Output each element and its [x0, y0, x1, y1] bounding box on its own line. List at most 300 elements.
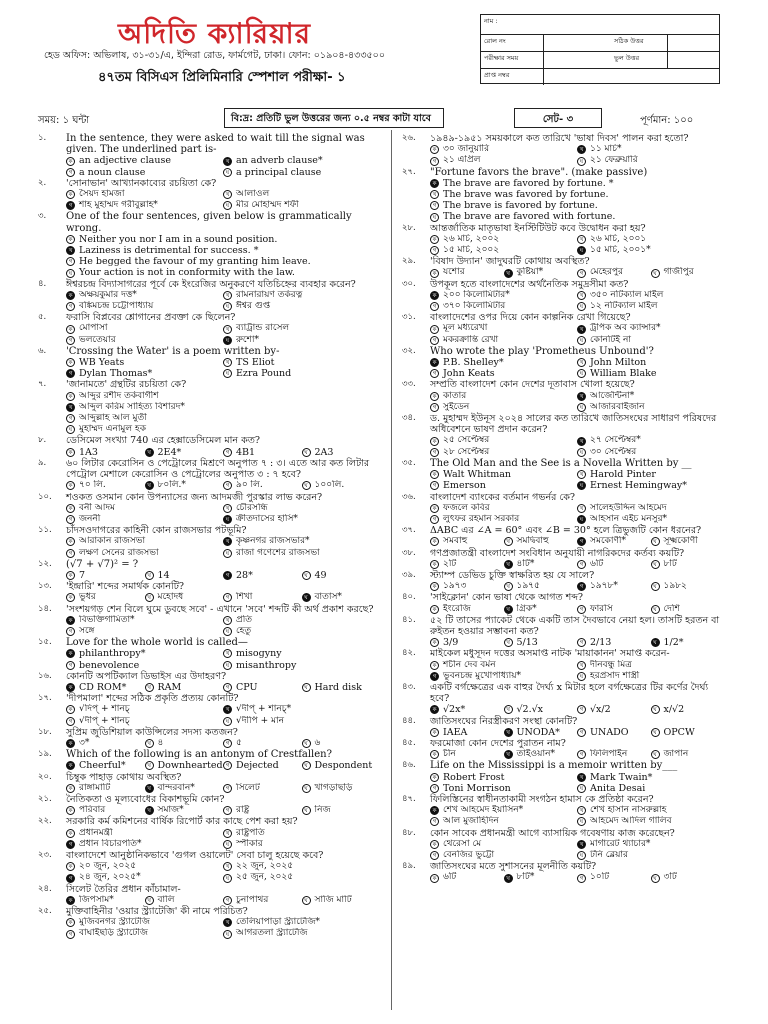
answer-option[interactable]: [66, 413, 380, 424]
answer-option[interactable]: [577, 660, 724, 671]
option-bubble-icon[interactable]: ঘ: [302, 896, 311, 905]
answer-option[interactable]: [651, 872, 725, 883]
answer-option[interactable]: [430, 503, 577, 514]
option-bubble-icon[interactable]: ক: [430, 582, 439, 591]
option-bubble-icon[interactable]: ঘ: [577, 302, 586, 311]
answer-option[interactable]: [66, 704, 223, 715]
filled-bubble-icon[interactable]: খ: [504, 269, 513, 278]
filled-bubble-icon[interactable]: খ: [223, 918, 232, 927]
option-bubble-icon[interactable]: গ: [577, 728, 586, 737]
option-bubble-icon[interactable]: খ: [577, 235, 586, 244]
answer-option[interactable]: [651, 536, 725, 547]
option-bubble-icon[interactable]: ঘ: [651, 705, 660, 714]
filled-bubble-icon[interactable]: খ: [223, 157, 232, 166]
option-bubble-icon[interactable]: ক: [430, 470, 439, 479]
answer-option[interactable]: [145, 570, 224, 581]
option-bubble-icon[interactable]: খ: [223, 616, 232, 625]
option-bubble-icon[interactable]: গ: [430, 515, 439, 524]
filled-bubble-icon[interactable]: খ: [504, 874, 513, 883]
option-bubble-icon[interactable]: ঘ: [577, 369, 586, 378]
answer-option[interactable]: [223, 189, 380, 200]
answer-option[interactable]: [66, 155, 223, 166]
answer-option[interactable]: [302, 805, 381, 816]
option-bubble-icon[interactable]: ক: [430, 235, 439, 244]
answer-option[interactable]: [577, 480, 724, 491]
option-bubble-icon[interactable]: ঘ: [577, 672, 586, 681]
option-bubble-icon[interactable]: খ: [223, 325, 232, 334]
answer-option[interactable]: [223, 895, 302, 906]
answer-option[interactable]: [66, 783, 145, 794]
option-bubble-icon[interactable]: ক: [66, 829, 75, 838]
option-bubble-icon[interactable]: খ: [577, 661, 586, 670]
option-bubble-icon[interactable]: ক: [430, 437, 439, 446]
answer-option[interactable]: [223, 828, 380, 839]
answer-option[interactable]: [577, 850, 724, 861]
filled-bubble-icon[interactable]: ক: [430, 291, 439, 300]
option-bubble-icon[interactable]: ক: [66, 358, 75, 367]
answer-option[interactable]: [577, 671, 724, 682]
answer-option[interactable]: [223, 760, 302, 771]
option-bubble-icon[interactable]: গ: [223, 806, 232, 815]
answer-option[interactable]: [430, 816, 577, 827]
answer-option[interactable]: [577, 469, 724, 480]
answer-option[interactable]: [577, 435, 724, 446]
answer-option[interactable]: [577, 772, 724, 783]
option-bubble-icon[interactable]: গ: [577, 605, 586, 614]
filled-bubble-icon[interactable]: গ: [66, 369, 75, 378]
answer-option[interactable]: [145, 895, 224, 906]
answer-option[interactable]: [145, 760, 224, 771]
answer-option[interactable]: [66, 839, 223, 850]
option-bubble-icon[interactable]: খ: [145, 896, 154, 905]
answer-option[interactable]: [577, 447, 724, 458]
answer-option[interactable]: [577, 301, 724, 312]
answer-option[interactable]: [577, 536, 651, 547]
answer-option[interactable]: [145, 738, 224, 749]
filled-bubble-icon[interactable]: ক: [66, 616, 75, 625]
filled-bubble-icon[interactable]: খ: [504, 750, 513, 759]
option-bubble-icon[interactable]: গ: [577, 705, 586, 714]
answer-option[interactable]: [223, 548, 380, 559]
answer-option[interactable]: [66, 872, 223, 883]
answer-option[interactable]: [577, 872, 651, 883]
option-bubble-icon[interactable]: ক: [66, 918, 75, 927]
filled-bubble-icon[interactable]: ক: [430, 179, 439, 188]
answer-option[interactable]: [651, 559, 725, 570]
answer-option[interactable]: [223, 805, 302, 816]
option-bubble-icon[interactable]: ঘ: [302, 448, 311, 457]
option-bubble-icon[interactable]: গ: [430, 817, 439, 826]
answer-option[interactable]: [577, 805, 724, 816]
filled-bubble-icon[interactable]: ঘ: [577, 246, 586, 255]
answer-option[interactable]: [223, 570, 302, 581]
answer-option[interactable]: [577, 234, 724, 245]
filled-bubble-icon[interactable]: খ: [577, 325, 586, 334]
option-bubble-icon[interactable]: গ: [66, 549, 75, 558]
option-bubble-icon[interactable]: ক: [430, 560, 439, 569]
option-bubble-icon[interactable]: ঘ: [223, 369, 232, 378]
filled-bubble-icon[interactable]: ক: [430, 705, 439, 714]
answer-option[interactable]: [223, 447, 302, 458]
answer-option[interactable]: [66, 548, 223, 559]
answer-option[interactable]: [66, 716, 223, 727]
answer-option[interactable]: [66, 592, 145, 603]
answer-option[interactable]: [577, 144, 724, 155]
answer-option[interactable]: [223, 536, 380, 547]
filled-bubble-icon[interactable]: ক: [430, 358, 439, 367]
answer-option[interactable]: [302, 783, 381, 794]
answer-option[interactable]: [223, 290, 380, 301]
answer-option[interactable]: [577, 290, 724, 301]
answer-option[interactable]: [66, 480, 145, 491]
option-bubble-icon[interactable]: ঘ: [223, 201, 232, 210]
answer-option[interactable]: [66, 626, 223, 637]
option-bubble-icon[interactable]: গ: [430, 302, 439, 311]
filled-bubble-icon[interactable]: খ: [145, 481, 154, 490]
option-bubble-icon[interactable]: ঘ: [651, 537, 660, 546]
answer-option[interactable]: [577, 581, 651, 592]
answer-option[interactable]: [577, 749, 651, 760]
option-bubble-icon[interactable]: ঘ: [302, 683, 311, 692]
option-bubble-icon[interactable]: খ: [577, 291, 586, 300]
filled-bubble-icon[interactable]: ঘ: [302, 593, 311, 602]
answer-option[interactable]: [66, 536, 223, 547]
filled-bubble-icon[interactable]: খ: [223, 537, 232, 546]
option-bubble-icon[interactable]: গ: [66, 336, 75, 345]
answer-option[interactable]: [145, 783, 224, 794]
answer-option[interactable]: [66, 256, 380, 267]
answer-option[interactable]: [223, 503, 380, 514]
answer-option[interactable]: [651, 727, 725, 738]
option-bubble-icon[interactable]: ঘ: [223, 549, 232, 558]
option-bubble-icon[interactable]: খ: [504, 638, 513, 647]
answer-option[interactable]: [430, 872, 504, 883]
answer-option[interactable]: [223, 335, 380, 346]
answer-option[interactable]: [66, 167, 223, 178]
option-bubble-icon[interactable]: গ: [577, 269, 586, 278]
option-bubble-icon[interactable]: ক: [66, 504, 75, 513]
answer-option[interactable]: [66, 917, 223, 928]
answer-option[interactable]: [66, 828, 223, 839]
option-bubble-icon[interactable]: ঘ: [302, 481, 311, 490]
answer-option[interactable]: [430, 704, 504, 715]
filled-bubble-icon[interactable]: খ: [145, 784, 154, 793]
answer-option[interactable]: [577, 155, 724, 166]
option-bubble-icon[interactable]: খ: [223, 291, 232, 300]
filled-bubble-icon[interactable]: গ: [223, 571, 232, 580]
option-bubble-icon[interactable]: গ: [430, 851, 439, 860]
answer-option[interactable]: [223, 738, 302, 749]
answer-option[interactable]: [66, 648, 223, 659]
option-bubble-icon[interactable]: গ: [66, 414, 75, 423]
option-bubble-icon[interactable]: ঘ: [651, 728, 660, 737]
option-bubble-icon[interactable]: ক: [430, 773, 439, 782]
filled-bubble-icon[interactable]: খ: [504, 560, 513, 569]
option-bubble-icon[interactable]: গ: [223, 896, 232, 905]
filled-bubble-icon[interactable]: খ: [145, 806, 154, 815]
option-bubble-icon[interactable]: ঘ: [651, 560, 660, 569]
answer-option[interactable]: [223, 480, 302, 491]
filled-bubble-icon[interactable]: খ: [145, 448, 154, 457]
answer-option[interactable]: [302, 895, 381, 906]
option-bubble-icon[interactable]: গ: [66, 257, 75, 266]
answer-option[interactable]: [66, 660, 223, 671]
filled-bubble-icon[interactable]: ক: [66, 649, 75, 658]
option-bubble-icon[interactable]: ক: [430, 661, 439, 670]
option-bubble-icon[interactable]: ঘ: [302, 571, 311, 580]
option-bubble-icon[interactable]: খ: [223, 504, 232, 513]
answer-option[interactable]: [430, 323, 577, 334]
option-bubble-icon[interactable]: খ: [145, 761, 154, 770]
answer-option[interactable]: [66, 301, 223, 312]
option-bubble-icon[interactable]: ক: [66, 862, 75, 871]
answer-option[interactable]: [430, 749, 504, 760]
filled-bubble-icon[interactable]: খ: [577, 773, 586, 782]
option-bubble-icon[interactable]: গ: [223, 683, 232, 692]
option-bubble-icon[interactable]: খ: [145, 683, 154, 692]
answer-option[interactable]: [223, 357, 380, 368]
answer-option[interactable]: [66, 682, 145, 693]
answer-option[interactable]: [66, 368, 223, 379]
option-bubble-icon[interactable]: গ: [66, 168, 75, 177]
option-bubble-icon[interactable]: গ: [66, 302, 75, 311]
answer-option[interactable]: [430, 536, 504, 547]
answer-option[interactable]: [430, 402, 577, 413]
option-bubble-icon[interactable]: খ: [577, 470, 586, 479]
answer-option[interactable]: [66, 200, 223, 211]
option-bubble-icon[interactable]: গ: [430, 336, 439, 345]
option-bubble-icon[interactable]: ক: [66, 784, 75, 793]
answer-option[interactable]: [223, 783, 302, 794]
option-bubble-icon[interactable]: ঘ: [223, 302, 232, 311]
answer-option[interactable]: [651, 704, 725, 715]
option-bubble-icon[interactable]: গ: [577, 638, 586, 647]
answer-option[interactable]: [145, 592, 224, 603]
answer-option[interactable]: [577, 559, 651, 570]
answer-option[interactable]: [66, 357, 223, 368]
option-bubble-icon[interactable]: ক: [66, 190, 75, 199]
filled-bubble-icon[interactable]: ক: [66, 291, 75, 300]
answer-option[interactable]: [430, 581, 504, 592]
answer-option[interactable]: [430, 178, 724, 189]
option-bubble-icon[interactable]: ঘ: [223, 930, 232, 939]
answer-option[interactable]: [651, 749, 725, 760]
answer-option[interactable]: [223, 648, 380, 659]
answer-option[interactable]: [145, 447, 224, 458]
filled-bubble-icon[interactable]: ঘ: [577, 481, 586, 490]
option-bubble-icon[interactable]: গ: [430, 481, 439, 490]
answer-option[interactable]: [223, 928, 380, 939]
answer-option[interactable]: [430, 514, 577, 525]
option-bubble-icon[interactable]: খ: [577, 358, 586, 367]
option-bubble-icon[interactable]: গ: [66, 930, 75, 939]
option-bubble-icon[interactable]: ক: [430, 325, 439, 334]
option-bubble-icon[interactable]: ক: [430, 504, 439, 513]
option-bubble-icon[interactable]: ঘ: [223, 717, 232, 726]
option-bubble-icon[interactable]: খ: [223, 829, 232, 838]
answer-option[interactable]: [223, 592, 302, 603]
answer-option[interactable]: [504, 704, 578, 715]
answer-option[interactable]: [223, 200, 380, 211]
option-bubble-icon[interactable]: খ: [223, 649, 232, 658]
option-bubble-icon[interactable]: ঘ: [223, 168, 232, 177]
answer-option[interactable]: [430, 245, 577, 256]
option-bubble-icon[interactable]: ঘ: [651, 605, 660, 614]
option-bubble-icon[interactable]: ক: [430, 840, 439, 849]
filled-bubble-icon[interactable]: গ: [66, 201, 75, 210]
answer-option[interactable]: [430, 290, 577, 301]
answer-option[interactable]: [430, 234, 577, 245]
option-bubble-icon[interactable]: খ: [504, 582, 513, 591]
filled-bubble-icon[interactable]: গ: [430, 672, 439, 681]
option-bubble-icon[interactable]: ঘ: [66, 269, 75, 278]
filled-bubble-icon[interactable]: ক: [66, 683, 75, 692]
option-bubble-icon[interactable]: ক: [66, 806, 75, 815]
answer-option[interactable]: [430, 368, 577, 379]
answer-option[interactable]: [577, 637, 651, 648]
answer-option[interactable]: [66, 323, 223, 334]
option-bubble-icon[interactable]: গ: [577, 750, 586, 759]
option-bubble-icon[interactable]: গ: [430, 157, 439, 166]
answer-option[interactable]: [430, 480, 577, 491]
answer-option[interactable]: [577, 704, 651, 715]
option-bubble-icon[interactable]: ঘ: [577, 403, 586, 412]
answer-option[interactable]: [504, 749, 578, 760]
answer-option[interactable]: [504, 267, 578, 278]
option-bubble-icon[interactable]: ক: [66, 448, 75, 457]
answer-option[interactable]: [577, 839, 724, 850]
answer-option[interactable]: [66, 928, 223, 939]
option-bubble-icon[interactable]: ক: [66, 593, 75, 602]
answer-option[interactable]: [223, 682, 302, 693]
answer-option[interactable]: [223, 861, 380, 872]
option-bubble-icon[interactable]: গ: [66, 661, 75, 670]
answer-option[interactable]: [66, 503, 223, 514]
answer-option[interactable]: [66, 335, 223, 346]
filled-bubble-icon[interactable]: ঘ: [577, 515, 586, 524]
filled-bubble-icon[interactable]: খ: [223, 705, 232, 714]
answer-option[interactable]: [145, 682, 224, 693]
answer-option[interactable]: [430, 357, 577, 368]
option-bubble-icon[interactable]: ঘ: [302, 761, 311, 770]
answer-option[interactable]: [430, 155, 577, 166]
answer-option[interactable]: [577, 402, 724, 413]
answer-option[interactable]: [430, 435, 577, 446]
option-bubble-icon[interactable]: ক: [430, 728, 439, 737]
option-bubble-icon[interactable]: ক: [430, 269, 439, 278]
answer-option[interactable]: [651, 604, 725, 615]
filled-bubble-icon[interactable]: ক: [66, 739, 75, 748]
option-bubble-icon[interactable]: ক: [66, 235, 75, 244]
answer-option[interactable]: [430, 144, 577, 155]
option-bubble-icon[interactable]: গ: [66, 717, 75, 726]
option-bubble-icon[interactable]: ঘ: [430, 213, 439, 222]
option-bubble-icon[interactable]: ঘ: [577, 817, 586, 826]
answer-option[interactable]: [430, 211, 724, 222]
answer-option[interactable]: [430, 301, 577, 312]
option-bubble-icon[interactable]: ক: [66, 481, 75, 490]
answer-option[interactable]: [430, 671, 577, 682]
answer-option[interactable]: [145, 805, 224, 816]
answer-option[interactable]: [504, 637, 578, 648]
filled-bubble-icon[interactable]: ঘ: [223, 336, 232, 345]
option-bubble-icon[interactable]: ঘ: [223, 661, 232, 670]
option-bubble-icon[interactable]: গ: [430, 369, 439, 378]
option-bubble-icon[interactable]: গ: [223, 448, 232, 457]
answer-option[interactable]: [223, 660, 380, 671]
answer-option[interactable]: [504, 604, 578, 615]
answer-option[interactable]: [430, 335, 577, 346]
option-bubble-icon[interactable]: ঘ: [651, 750, 660, 759]
answer-option[interactable]: [577, 357, 724, 368]
option-bubble-icon[interactable]: খ: [145, 593, 154, 602]
option-bubble-icon[interactable]: খ: [577, 806, 586, 815]
answer-option[interactable]: [302, 592, 381, 603]
answer-option[interactable]: [430, 660, 577, 671]
filled-bubble-icon[interactable]: গ: [66, 840, 75, 849]
answer-option[interactable]: [430, 447, 577, 458]
answer-option[interactable]: [66, 861, 223, 872]
option-bubble-icon[interactable]: গ: [430, 201, 439, 210]
answer-option[interactable]: [66, 615, 223, 626]
option-bubble-icon[interactable]: ঘ: [302, 784, 311, 793]
answer-option[interactable]: [66, 760, 145, 771]
option-bubble-icon[interactable]: ক: [430, 537, 439, 546]
option-bubble-icon[interactable]: গ: [66, 627, 75, 636]
answer-option[interactable]: [430, 200, 724, 211]
option-bubble-icon[interactable]: ঘ: [577, 851, 586, 860]
option-bubble-icon[interactable]: খ: [145, 571, 154, 580]
answer-option[interactable]: [66, 738, 145, 749]
answer-option[interactable]: [66, 447, 145, 458]
option-bubble-icon[interactable]: ক: [66, 392, 75, 401]
option-bubble-icon[interactable]: ঘ: [651, 269, 660, 278]
answer-option[interactable]: [430, 783, 577, 794]
answer-option[interactable]: [430, 469, 577, 480]
option-bubble-icon[interactable]: ঘ: [223, 840, 232, 849]
answer-option[interactable]: [302, 682, 381, 693]
answer-option[interactable]: [430, 637, 504, 648]
filled-bubble-icon[interactable]: খ: [504, 728, 513, 737]
answer-option[interactable]: [223, 167, 380, 178]
option-bubble-icon[interactable]: গ: [223, 481, 232, 490]
answer-option[interactable]: [302, 570, 381, 581]
answer-option[interactable]: [223, 704, 380, 715]
option-bubble-icon[interactable]: ক: [430, 638, 439, 647]
option-bubble-icon[interactable]: ক: [66, 325, 75, 334]
filled-bubble-icon[interactable]: গ: [577, 582, 586, 591]
answer-option[interactable]: [223, 615, 380, 626]
answer-option[interactable]: [430, 772, 577, 783]
filled-bubble-icon[interactable]: খ: [577, 145, 586, 154]
answer-option[interactable]: [577, 323, 724, 334]
answer-option[interactable]: [66, 267, 380, 278]
option-bubble-icon[interactable]: ক: [66, 537, 75, 546]
answer-option[interactable]: [577, 816, 724, 827]
option-bubble-icon[interactable]: ক: [430, 750, 439, 759]
option-bubble-icon[interactable]: ক: [430, 145, 439, 154]
answer-option[interactable]: [504, 559, 578, 570]
filled-bubble-icon[interactable]: ক: [66, 896, 75, 905]
option-bubble-icon[interactable]: ঘ: [651, 582, 660, 591]
answer-option[interactable]: [66, 895, 145, 906]
option-bubble-icon[interactable]: ক: [66, 571, 75, 580]
filled-bubble-icon[interactable]: গ: [577, 537, 586, 546]
answer-option[interactable]: [577, 727, 651, 738]
answer-option[interactable]: [66, 514, 223, 525]
answer-option[interactable]: [223, 323, 380, 334]
option-bubble-icon[interactable]: গ: [430, 784, 439, 793]
